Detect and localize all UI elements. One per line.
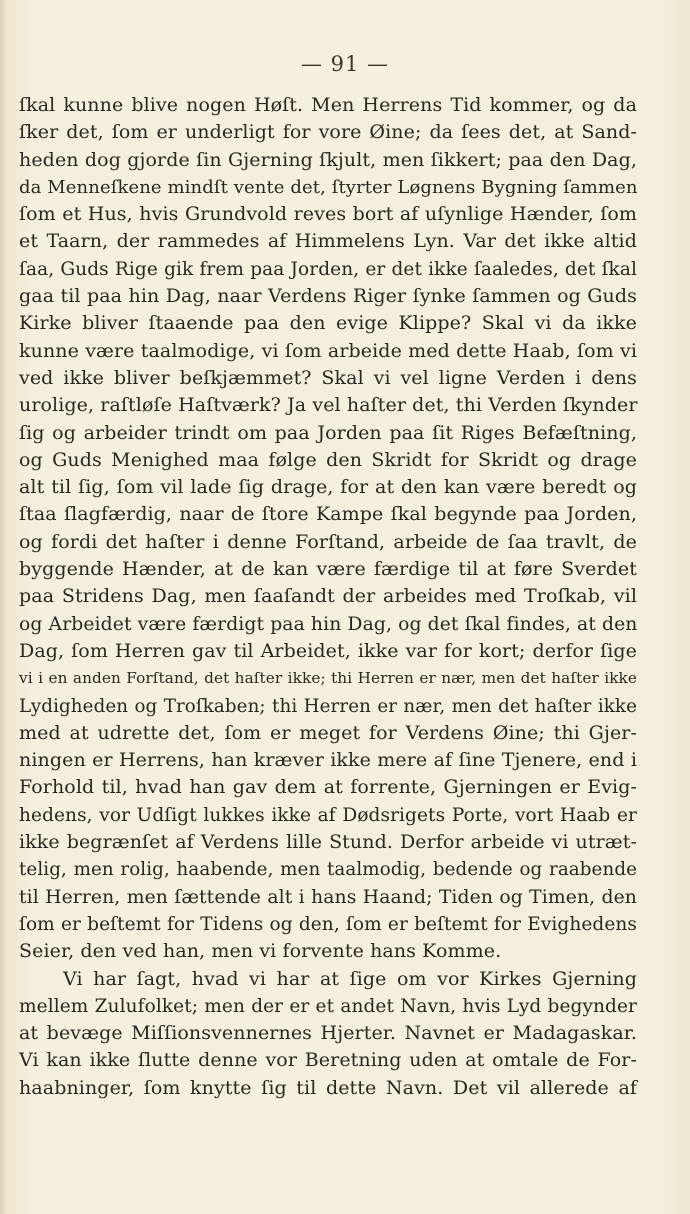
text-line: paa Stridens Dag, men ſaaſandt der arbeides med Troſkab, vil bbox=[19, 585, 637, 608]
text-line: ſker det, ſom er underligt for vore Øine; da ſees det, at Sand- bbox=[19, 121, 637, 144]
text-line: og Guds Menighed maa følge den Skridt for Skridt og drage bbox=[19, 448, 637, 471]
text-line: gaa til paa hin Dag, naar Verdens Riger ſynke ſammen og Guds bbox=[19, 285, 637, 308]
text-line: at bevæge Miſſionsvennernes Hjerter. Navnet er Madagaskar. bbox=[19, 1022, 637, 1045]
text-line: hedens, vor Udſigt lukkes ikke af Dødsrigets Porte, vort Haab er bbox=[19, 804, 637, 826]
text-line: ſom et Hus, hvis Grundvold reves bort af uſynlige Hænder, ſom bbox=[19, 203, 637, 226]
text-line: vi i en anden Forſtand, det haſter ikke; thi Herren er nær, men det haſter ikke bbox=[19, 669, 637, 688]
text-line: ſig og arbeider trindt om paa Jorden paa ſit Riges Befæſtning, bbox=[19, 421, 637, 444]
text-line: ſkal kunne blive nogen Høſt. Men Herrens Tid kommer, og da bbox=[19, 94, 637, 116]
text-line: og fordi det haſter i denne Forſtand, arbeide de ſaa travlt, de bbox=[19, 530, 637, 553]
page-number: — 91 — bbox=[300, 52, 390, 76]
text-line: da Menneſkene mindſt vente det, ſtyrter Løgnens Bygning ſammen bbox=[19, 176, 638, 198]
text-line: ikke begrænſet af Verdens lille Stund. Derfor arbeide vi utræt- bbox=[19, 831, 637, 854]
text-line: kunne være taalmodige, vi ſom arbeide med dette Haab, ſom vi bbox=[19, 339, 637, 362]
text-line: byggende Hænder, at de kan være færdige til at føre Sverdet bbox=[19, 558, 637, 581]
text-line: mellem Zulufolket; men der er et andet Navn, hvis Lyd begynder bbox=[19, 995, 637, 1017]
text-line: ſom er beſtemt for Tidens og den, ſom er beſtemt for Evighedens bbox=[19, 913, 637, 935]
text-line: Vi kan ikke ſlutte denne vor Beretning uden at omtale de For- bbox=[19, 1049, 637, 1072]
text-line: ſtaa ſlagfærdig, naar de ſtore Kampe ſkal begynde paa Jorden, bbox=[19, 503, 637, 526]
text-line: Forhold til, hvad han gav dem at forrente, Gjerningen er Evig- bbox=[19, 776, 637, 799]
text-line: Vi har ſagt, hvad vi har at ſige om vor Kirkes Gjerning bbox=[63, 967, 637, 990]
text-line: haabninger, ſom knytte ſig til dette Navn. Det vil allerede af bbox=[19, 1076, 637, 1099]
text-line: telig, men rolig, haabende, men taalmodig, bedende og raabende bbox=[19, 859, 637, 881]
text-line: Lydigheden og Troſkaben; thi Herren er nær, men det haſter ikke bbox=[19, 695, 637, 717]
text-line: og Arbeidet være færdigt paa hin Dag, og det ſkal findes, at den bbox=[19, 613, 638, 635]
text-line: ningen er Herrens, han kræver ikke mere af ſine Tjenere, end i bbox=[19, 749, 637, 772]
text-line: til Herren, men ſættende alt i hans Haand; Tiden og Timen, den bbox=[19, 886, 637, 908]
text-line: heden dog gjorde ſin Gjerning ſkjult, men ſikkert; paa den Dag, bbox=[19, 148, 637, 171]
body-text bbox=[19, 92, 637, 1102]
text-line: ſaa, Guds Rige gik frem paa Jorden, er det ikke ſaaledes, det ſkal bbox=[19, 258, 637, 280]
text-line: Dag, ſom Herren gav til Arbeidet, ikke var for kort; derfor ſige bbox=[19, 639, 637, 662]
text-line: Kirke bliver ſtaaende paa den evige Klippe? Skal vi da ikke bbox=[19, 312, 637, 335]
text-line: med at udrette det, ſom er meget for Verdens Øine; thi Gjer- bbox=[19, 721, 637, 744]
text-line: urolige, raſtløſe Haſtværk? Ja vel haſter det, thi Verden ſkynder bbox=[19, 394, 638, 417]
text-line: ved ikke bliver beſkjæmmet? Skal vi vel ligne Verden i dens bbox=[19, 366, 637, 389]
page-edge-shadow bbox=[0, 0, 6, 1214]
text-line: et Taarn, der rammedes af Himmelens Lyn. Var det ikke altid bbox=[19, 230, 637, 253]
text-line: alt til ſig, ſom vil lade ſig drage, for at den kan være beredt og bbox=[19, 476, 637, 499]
text-line: Seier, den ved han, men vi forvente hans Komme. bbox=[19, 940, 502, 963]
